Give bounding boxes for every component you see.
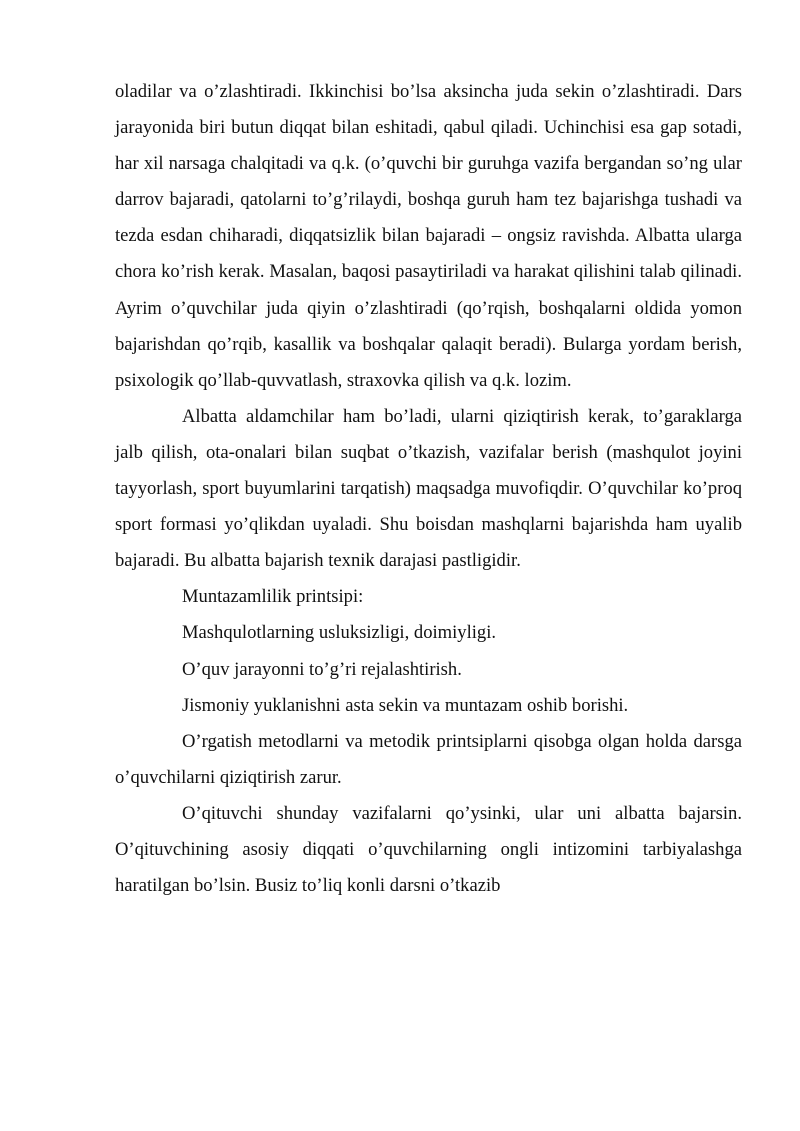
paragraph-deceivers: Albatta aldamchilar ham bo’ladi, ularni qiziqtirish kerak, to’garaklarga jalb qilish, ota-onalari bilan suqbat o’tkazish, vazifalar berish (mashqulot joyini tayyorlash, sport buyumlarini tarqatish) maqsadga muvofiqdir. O’quvchilar ko’proq sport formasi yo’qlikdan uyaladi. Shu boisdan mashqlarni bajarishda ham uyalib bajaradi. Bu albatta bajarish texnik darajasi pastligidir. [115,405,742,572]
line-planning: O’quv jarayonni to’g’ri rejalashtirish. [182,658,462,680]
paragraph-methods: O’rgatish metodlarni va metodik printsiplarni qisobga olgan holda darsga o’quvchilarni qiziqtirish zarur. [115,730,742,788]
line-principle-heading: Muntazamlilik printsipi: [182,586,364,608]
line-physical-load: Jismoniy yuklanishni asta sekin va muntazam oshib borishi. [182,694,629,716]
line-continuity: Mashqulotlarning usluksizligi, doimiyligi. [182,622,497,644]
paragraph-teacher: O’qituvchi shunday vazifalarni qo’ysinki, ular uni albatta bajarsin. O’qituvchining asosiy diqqati o’quvchilarning ongli intizomini tarbiyalashga haratilgan bo’lsin. Busiz to’liq konli darsni o’tkazib [115,802,742,897]
document-page [115,74,742,904]
paragraph-intro: oladilar va o’zlashtiradi. Ikkinchisi bo’lsa aksincha juda sekin o’zlashtiradi. Dars jarayonida biri butun diqqat bilan eshitadi, qabul qiladi. Uchinchisi esa gap sotadi, har xil narsaga chalqitadi va q.k. (o’quvchi bir guruhga vazifa bergandan so’ng ular darrov bajaradi, qatolarni to’g’rilaydi, boshqa guruh ham tez bajarishga tushadi va tezda esdan chiharadi, diqqatsizlik bilan bajaradi – ongsiz ravishda. Albatta ularga chora ko’rish kerak. Masalan, baqosi pasaytiriladi va harakat qilishini talab qilinadi. Ayrim o’quvchilar juda qiyin o’zlashtiradi (qo’rqish, boshqalarni oldida yomon bajarishdan qo’rqib, kasallik va boshqalar qalaqit beradi). Bularga yordam berish, psixologik qo’llab-quvvatlash, straxovka qilish va q.k. lozim. [115,81,742,391]
